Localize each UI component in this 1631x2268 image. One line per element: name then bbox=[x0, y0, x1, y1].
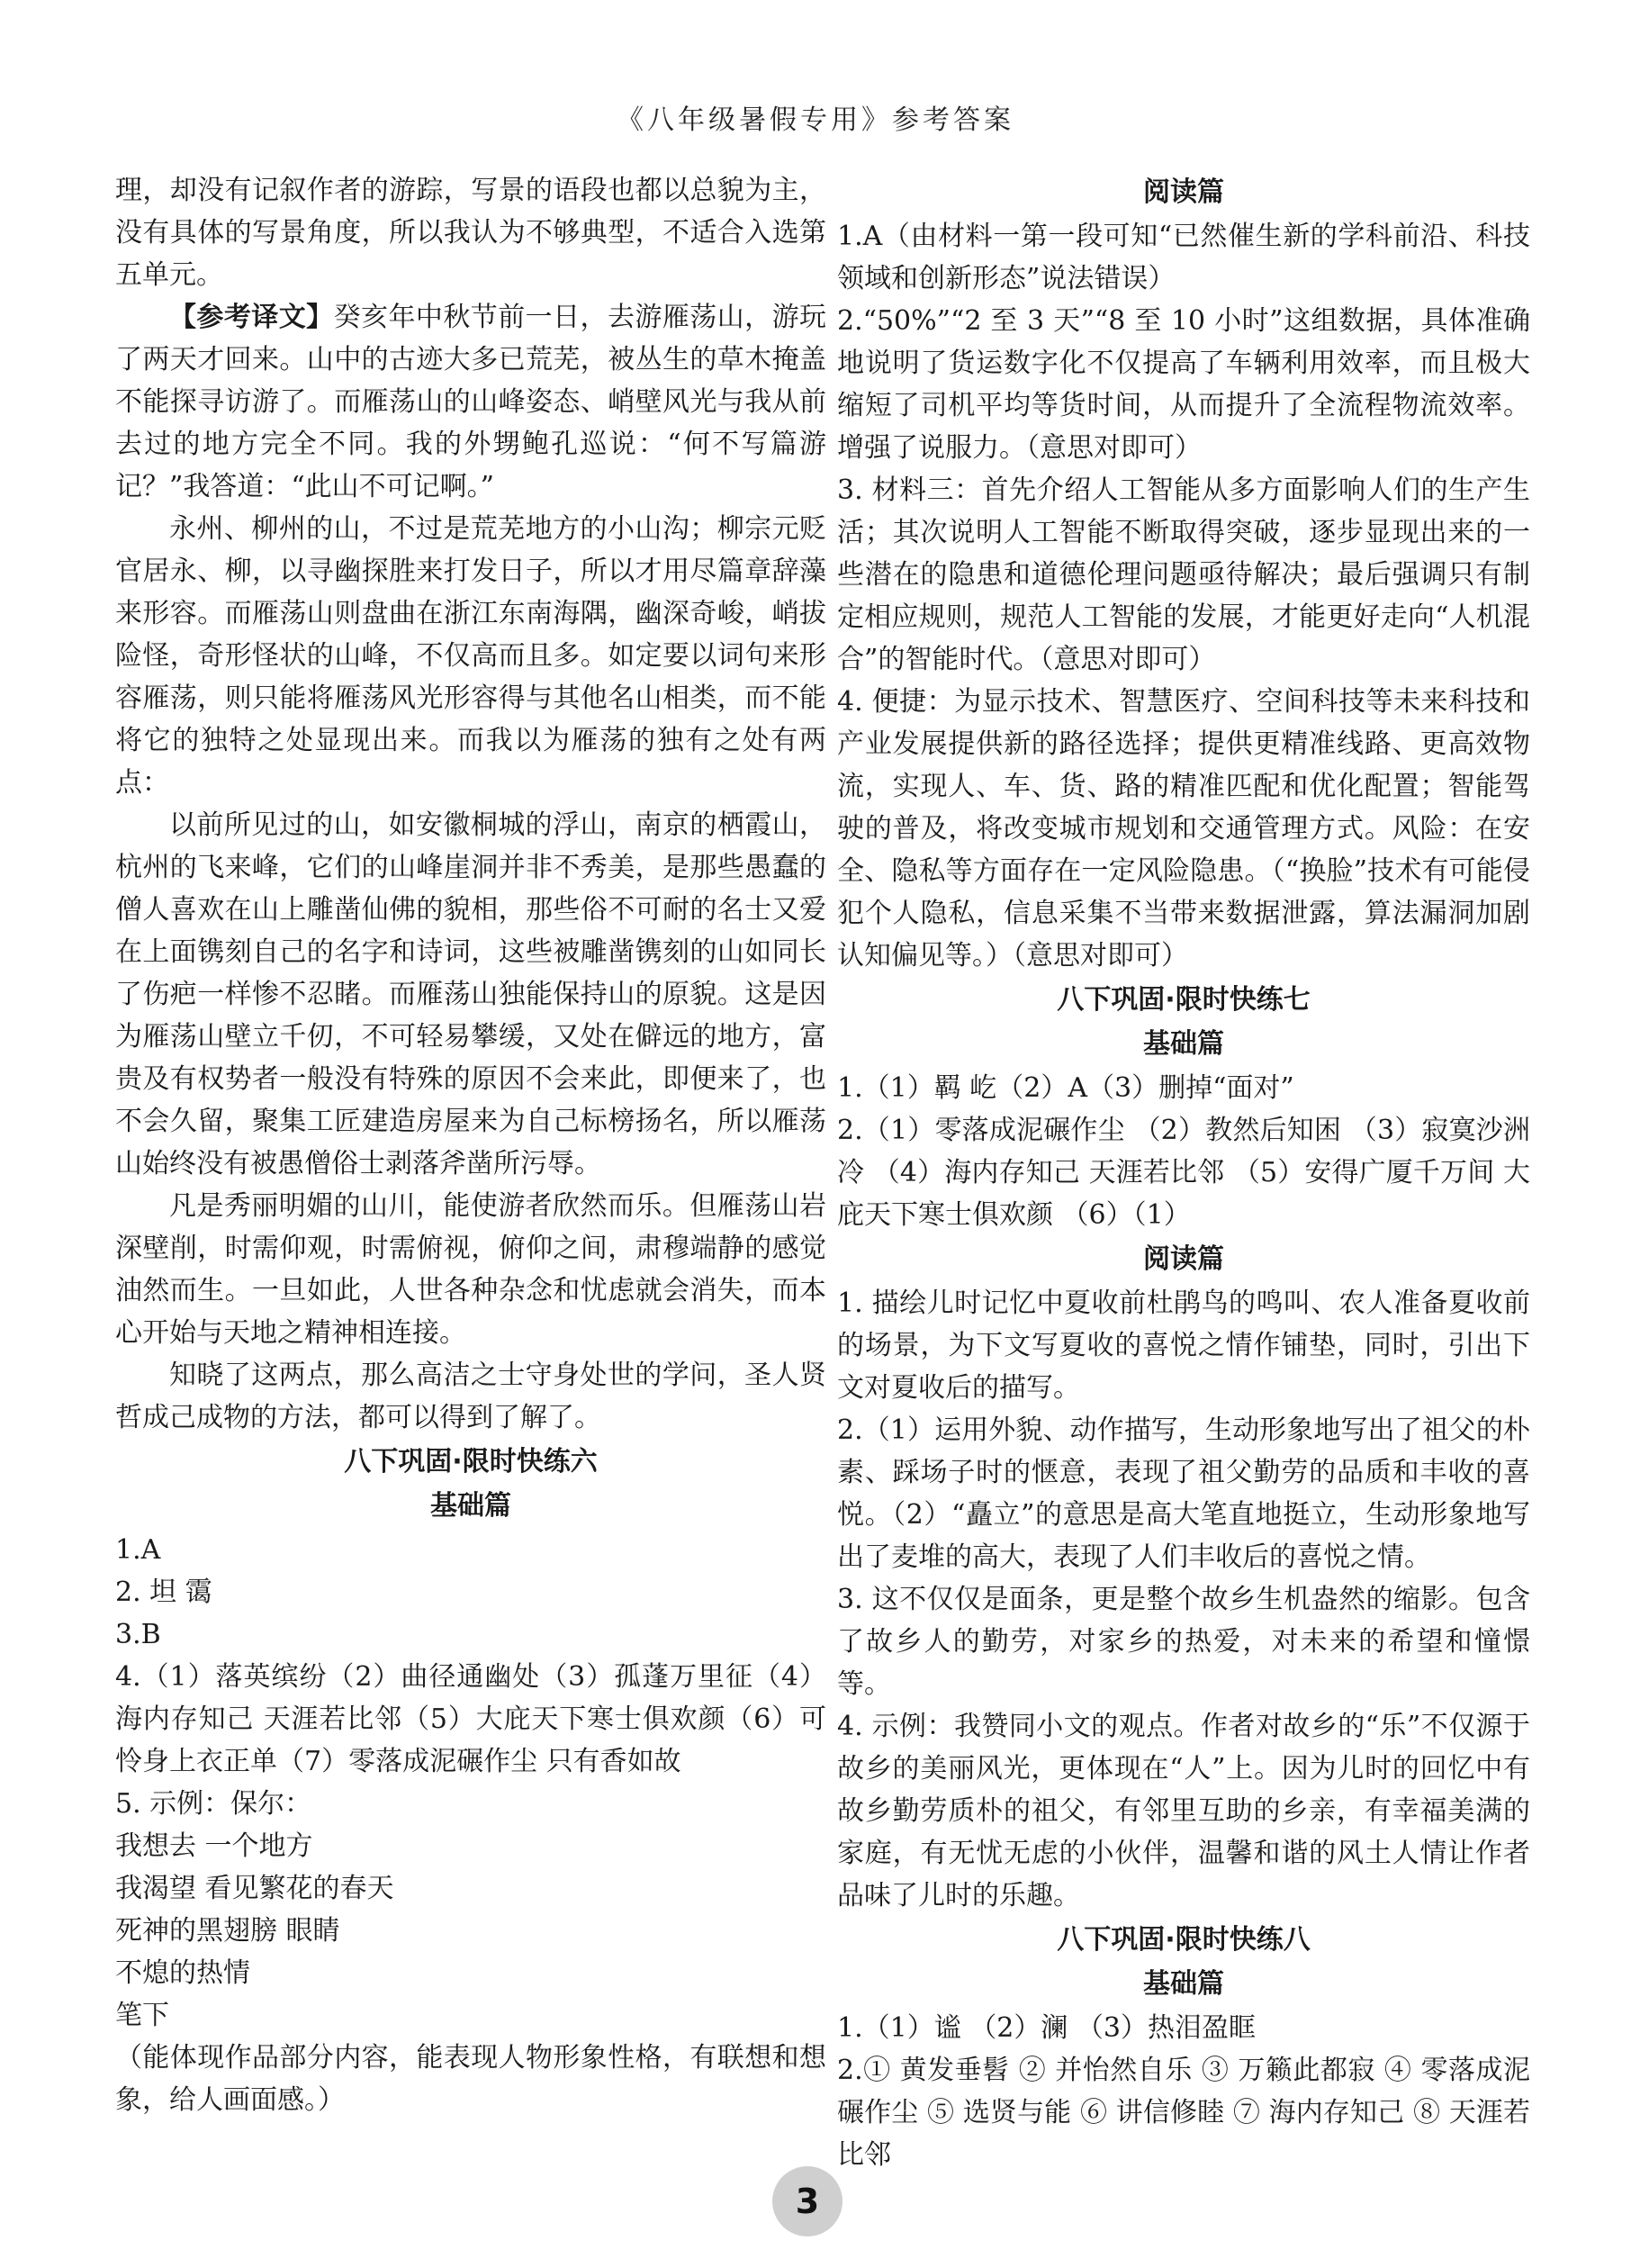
section-7-reading-2: 2.（1）运用外貌、动作描写，生动形象地写出了祖父的朴素、踩场子时的惬意，表现了祖父勤劳的品质和丰收的喜悦。（2）“矗立”的意思是高大笔直地挺立，生动形象地写出了麦堆的高大，表现了人们丰收后的喜悦之情。 bbox=[837, 1414, 1530, 1573]
section-7-reading-1: 1. 描绘儿时记忆中夏收前杜鹃鸟的鸣叫、农人准备夏收前的场景，为下文写夏收的喜悦之情作铺垫，同时，引出下文对夏收后的描写。 bbox=[837, 1288, 1530, 1404]
section-6-title: 八下巩固·限时快练六 bbox=[344, 1446, 598, 1477]
section-7-answer-2: 2.（1）零落成泥碾作尘 （2）教然后知困 （3）寂寞沙洲冷 （4）海内存知己 天涯若比邻 （5）安得广厦千万间 大庇天下寒士俱欢颜 （6）（1） bbox=[837, 1115, 1530, 1231]
reading-answer-1: 1.A（由材料一第一段可知“已然催生新的学科前沿、科技领域和创新形态”说法错误） bbox=[837, 221, 1530, 294]
translation-paragraph-2: 永州、柳州的山，不过是荒芜地方的小山沟；柳宗元贬官居永、柳，以寻幽探胜来打发日子，所以才用尽篇章辞藻来形容。而雁荡山则盘曲在浙江东南海隅，幽深奇峻，峭拔险怪，奇形怪状的山峰，不仅高而且多。如定要以词句来形容雁荡，则只能将雁荡风光形容得与其他名山相类，而不能将它的独特之处显现出来。而我以为雁荡的独有之处有两点： bbox=[115, 513, 826, 799]
section-8-answer-2: 2.① 黄发垂髫 ② 并怡然自乐 ③ 万籁此都寂 ④ 零落成泥碾作尘 ⑤ 选贤与能 ⑥ 讲信修睦 ⑦ 海内存知己 ⑧ 天涯若比邻 bbox=[837, 2055, 1530, 2171]
poem-line: 我想去 一个地方 bbox=[115, 1830, 313, 1862]
answer-3: 3.B bbox=[115, 1619, 161, 1650]
section-7-reading-3: 3. 这不仅仅是面条，更是整个故乡生机盎然的缩影。包含了故乡人的勤劳，对家乡的热爱，对未来的希望和憧憬等。 bbox=[837, 1584, 1530, 1700]
right-column bbox=[837, 169, 1530, 2176]
section-8-title: 八下巩固·限时快练八 bbox=[1057, 1924, 1311, 1956]
translation-label: 【参考译文】 bbox=[169, 302, 334, 333]
section-8-subtitle: 基础篇 bbox=[1143, 1968, 1224, 2000]
reading-answer-2: 2.“50%”“2 至 3 天”“8 至 10 小时”这组数据，具体准确地说明了货运数字化不仅提高了车辆利用效率，而且极大缩短了司机平均等货时间，从而提升了全流程物流效率。增强了说服力。（意思对即可） bbox=[837, 305, 1530, 464]
translation-paragraph-4: 凡是秀丽明媚的山川，能使游者欣然而乐。但雁荡山岩深壁削，时需仰观，时需俯视，俯仰之间，肃穆端静的感觉油然而生。一旦如此，人世各种杂念和忧虑就会消失，而本心开始与天地之精神相连接。 bbox=[115, 1190, 826, 1349]
section-7-subtitle: 基础篇 bbox=[1143, 1028, 1224, 1060]
translation-paragraph-1 bbox=[115, 296, 826, 508]
reading-title: 阅读篇 bbox=[1143, 176, 1224, 208]
poem-line: 笔下 bbox=[115, 2000, 169, 2031]
intro-paragraph: 理，却没有记叙作者的游踪，写景的语段也都以总貌为主，没有具体的写景角度，所以我认为不够典型，不适合入选第五单元。 bbox=[115, 175, 826, 291]
reading-answer-3: 3. 材料三：首先介绍人工智能从多方面影响人们的生产生活；其次说明人工智能不断取得突破，逐步显现出来的一些潜在的隐患和道德伦理问题亟待解决；最后强调只有制定相应规则，规范人工智能的发展，才能更好走向“人机混合”的智能时代。（意思对即可） bbox=[837, 474, 1530, 675]
section-8-answer-1: 1.（1）谧 （2）澜 （3）热泪盈眶 bbox=[837, 2012, 1256, 2044]
section-7-reading-4: 4. 示例：我赞同小文的观点。作者对故乡的“乐”不仅源于故乡的美丽风光，更体现在“人”上。因为儿时的回忆中有故乡勤劳质朴的祖父，有邻里互助的乡亲，有幸福美满的家庭，有无忧无虑的小伙伴，温馨和谐的风土人情让作者品味了儿时的乐趣。 bbox=[837, 1711, 1530, 1911]
reading-answer-4: 4. 便捷：为显示技术、智慧医疗、空间科技等未来科技和产业发展提供新的路径选择；提供更精准线路、更高效物流，实现人、车、货、路的精准匹配和优化配置；智能驾驶的普及，将改变城市规划和交通管理方式。风险：在安全、隐私等方面存在一定风险隐患。（“换脸”技术有可能侵犯个人隐私，信息采集不当带来数据泄露，算法漏洞加剧认知偏见等。）（意思对即可） bbox=[837, 686, 1530, 971]
translation-text-1: 癸亥年中秋节前一日，去游雁荡山，游玩了两天才回来。山中的古迹大多已荒芜，被丛生的草木掩盖不能探寻访游了。而雁荡山的山峰姿态、峭壁风光与我从前去过的地方完全不同。我的外甥鲍孔巡说：“何不写篇游记？”我答道：“此山不可记啊。” bbox=[115, 302, 827, 502]
poem-line: 死神的黑翅膀 眼睛 bbox=[115, 1915, 340, 1947]
answer-5: 5. 示例：保尔： bbox=[115, 1788, 312, 1820]
answer-2: 2. 坦 霭 bbox=[115, 1577, 212, 1608]
answer-4: 4.（1）落英缤纷（2）曲径通幽处（3）孤蓬万里征（4）海内存知己 天涯若比邻（5）大庇天下寒士俱欢颜（6）可怜身上衣正单（7）零落成泥碾作尘 只有香如故 bbox=[115, 1661, 826, 1777]
poem-line: 我渴望 看见繁花的春天 bbox=[115, 1873, 394, 1904]
poem-block bbox=[115, 1825, 826, 2037]
page-number: 3 bbox=[772, 2166, 843, 2236]
translation-paragraph-3: 以前所见过的山，如安徽桐城的浮山，南京的栖霞山，杭州的飞来峰，它们的山峰崖洞并非不秀美，是那些愚蠢的僧人喜欢在山上雕凿仙佛的貌相，那些俗不可耐的名士又爱在上面镌刻自己的名字和诗词，这些被雕凿镌刻的山如同长了伤疤一样惨不忍睹。而雁荡山独能保持山的原貌。这是因为雁荡山壁立千仞，不可轻易攀缓，又处在僻远的地方，富贵及有权势者一般没有特殊的原因不会来此，即便来了，也不会久留，聚集工匠建造房屋来为自己标榜扬名，所以雁荡山始终没有被愚僧俗士剥落斧凿所污辱。 bbox=[115, 809, 826, 1179]
section-7-title: 八下巩固·限时快练七 bbox=[1057, 984, 1311, 1016]
left-column bbox=[115, 169, 826, 2121]
section-7-reading-title: 阅读篇 bbox=[1143, 1243, 1224, 1275]
answer-5-note: （能体现作品部分内容，能表现人物形象性格，有联想和想象，给人画面感。） bbox=[115, 2042, 826, 2116]
answer-1: 1.A bbox=[115, 1534, 161, 1566]
section-6-subtitle: 基础篇 bbox=[430, 1490, 511, 1522]
translation-paragraph-5: 知晓了这两点，那么高洁之士守身处世的学问，圣人贤哲成己成物的方法，都可以得到了解了。 bbox=[115, 1360, 826, 1433]
page-header: 《八年级暑假专用》参考答案 bbox=[617, 104, 1014, 136]
poem-line: 不熄的热情 bbox=[115, 1957, 250, 1989]
section-7-answer-1: 1.（1）羁 屹（2）A（3）删掉“面对” bbox=[837, 1072, 1294, 1104]
